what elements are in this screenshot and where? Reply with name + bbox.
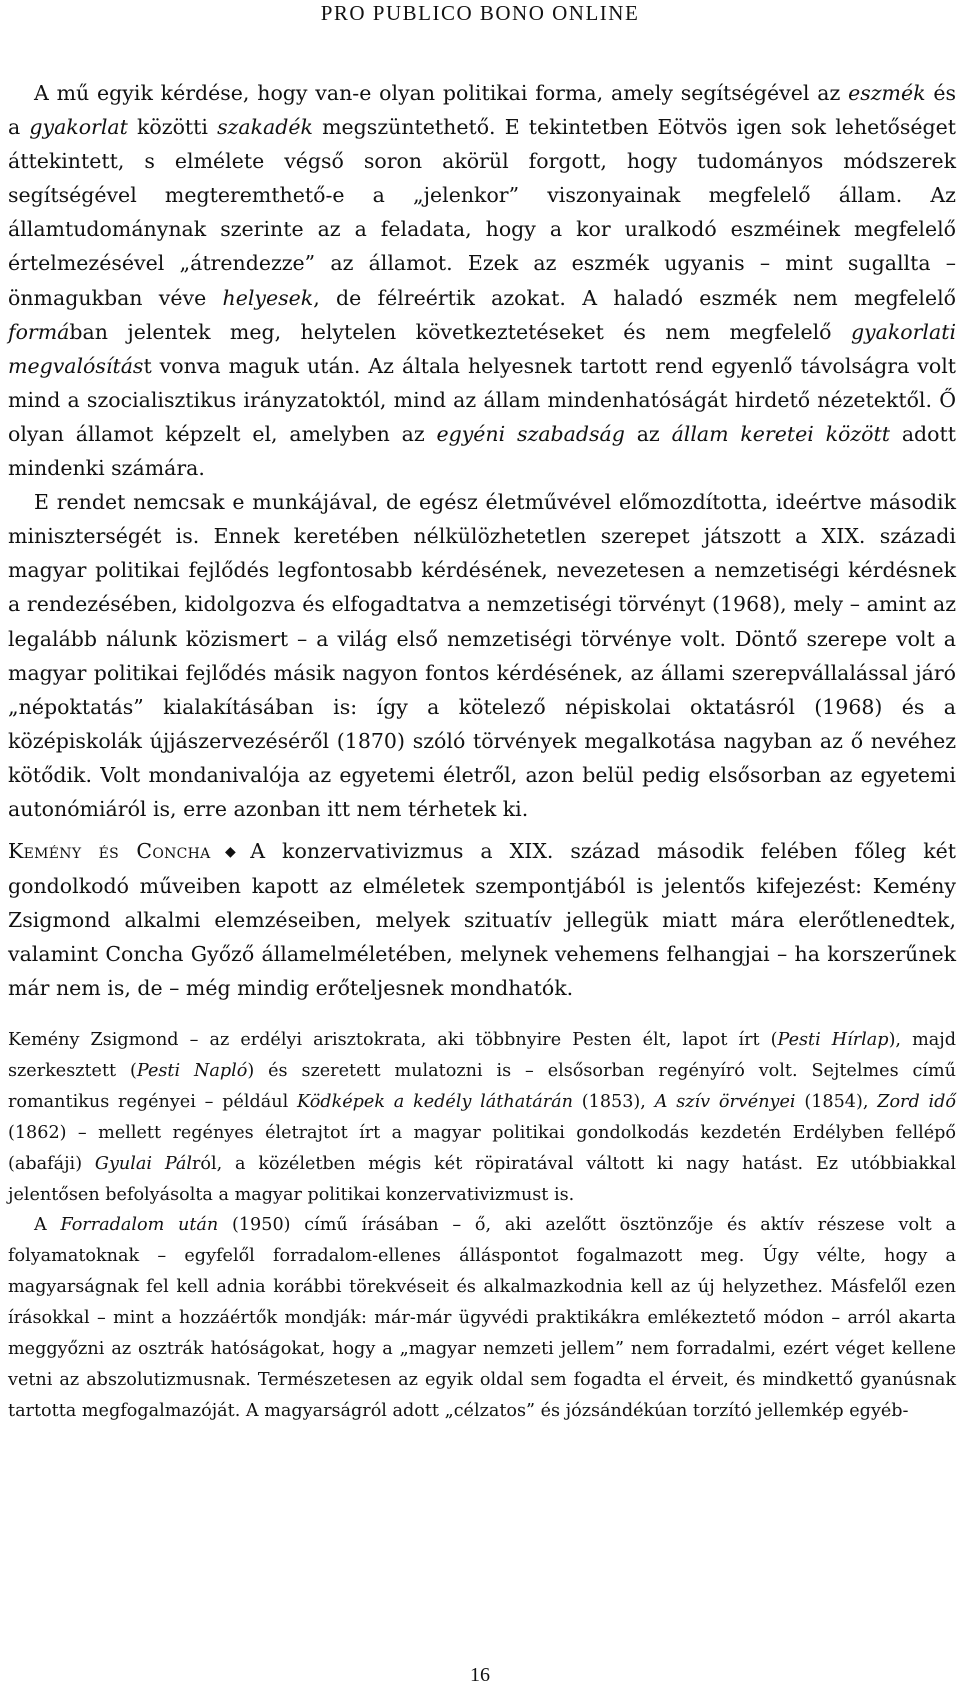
paragraph xyxy=(8,485,956,826)
text-run: közötti xyxy=(127,115,218,140)
italic-text: Pesti Napló xyxy=(136,1060,248,1081)
italic-text: egyéni szabadság xyxy=(436,421,625,446)
text-run: A xyxy=(34,1215,61,1236)
italic-text: Pesti Hírlap xyxy=(777,1030,889,1050)
italic-text: Gyulai Pál xyxy=(94,1153,192,1174)
text-run: ) és szeretett mulatozni is – elsősorban regényíró volt. Sejtelmes című romantikus regényei – például xyxy=(8,1060,956,1112)
text-run: A mű egyik kérdése, hogy van-e olyan politikai forma, amely segítségével az xyxy=(34,81,849,105)
page-number: 16 xyxy=(470,1664,490,1686)
italic-text: gyakorlati megvalósítás xyxy=(8,319,956,378)
main-paragraphs xyxy=(8,76,956,826)
main-text xyxy=(8,76,956,1006)
italic-text: Forradalom után xyxy=(60,1215,219,1236)
small-text xyxy=(8,1025,956,1427)
text-run: és a xyxy=(8,81,956,140)
text-run: adott mindenki számára. xyxy=(8,421,956,481)
text-run: az xyxy=(624,421,672,446)
text-run: ról, a közéletben mégis két röpiratával váltott ki nagy hatást. Ez utóbbiakkal jelentősen befolyásolta a magyar politikai konzervativizmust is. xyxy=(8,1153,956,1205)
text-run: (1853), xyxy=(572,1091,655,1112)
diamond-bullet-icon: ◆ xyxy=(214,844,247,861)
paragraph xyxy=(8,1210,956,1426)
text-run: , de félreértik azokat. A haladó eszmék nem megfelelő xyxy=(313,285,956,310)
running-head: PRO PUBLICO BONO ONLINE xyxy=(320,1,640,25)
italic-text: helyesek xyxy=(222,285,314,310)
italic-text: állam keretei között xyxy=(671,421,890,446)
section-paragraph xyxy=(8,834,956,1005)
small-paragraphs xyxy=(8,1025,956,1427)
text-run: t vonva maguk után. Az általa helyesnek tartott rend egyenlő távolságra volt mind a szocialisztikus irányzatoktól, mind az állam mindenhatóságát hirdető nézetektől. Ő olyan államot képzelt el, amelyben az xyxy=(8,353,956,446)
italic-text: eszmék xyxy=(848,81,926,105)
paragraph xyxy=(8,1025,956,1210)
italic-text: Zord idő xyxy=(877,1091,957,1112)
text-run: ban jelentek meg, helytelen következtetéseket és nem megfelelő xyxy=(69,319,851,344)
text-run: Kemény Zsigmond – az erdélyi arisztokrata, aki többnyire Pesten élt, lapot írt ( xyxy=(8,1030,778,1050)
text-run: megszüntethető. E tekintetben Eötvös igen sok lehetőséget áttekintett, s elmélete végső soron akörül forgott, hogy tudományos módszerek segítségével megteremthető-e a „jelenkor” viszonyainak megfelelő állam. Az államtudománynak szerinte az a feladata, hogy a kor uralkodó eszméinek megfelelő értelmezésével „átrendezze” az államot. Ezek az eszmék ugyanis – mint sugallta – önmagukban véve xyxy=(8,115,956,310)
italic-text: A szív örvényei xyxy=(654,1091,796,1112)
section-text: A konzervativizmus a XIX. század második felében főleg két gondolkodó műveiben kapott az elméletek szempontjából is jelentős kifejezést: Kemény Zsigmond alkalmi elemzéseiben, melyek szituatív jellegük miatt mára elerőtlenedtek, valamint Concha Győző államelméletében, melynek vehemens felhangjai – ha korszerűnek már nem is, de – még mindig erőteljesnek mondhatók. xyxy=(8,839,956,1001)
text-run: (1950) című írásában – ő, aki azelőtt ösztönzője és aktív részese volt a folyamatoknak – egyfelől forradalom-ellenes álláspontot fogalmazott meg. Úgy vélte, hogy a magyarságnak fel kell adnia korábbi törekvéseit és alkalmazkodnia kell az új helyzethez. Másfelől ezen írásokkal – mint a hozzáértők mondják: már-már ügyvédi praktikákra emlékeztető módon – arról akarta meggyőzni az osztrák hatóságokat, hogy a „magyar nemzeti jellem” nem forradalmi, ezért véget kellene vetni az abszolutizmusnak. Természetesen az egyik oldal sem fogadta el érveit, és mindkettő gyanúsnak tartotta megfogalmazóját. A magyarságról adott „célzatos” és józsándékúan torzító jellemkép egyéb- xyxy=(8,1215,956,1421)
text-run: E rendet nemcsak e munkájával, de egész életművével előmozdította, ideértve második miniszterségét is. Ennek keretében nélkülözhetetlen szerepet játszott a XIX. századi magyar politikai fejlődés legfontosabb kérdésének, nevezetesen a nemzetiségi kérdésnek a rendezésében, kidolgozva és elfogadtatva a nemzetiségi törvényt (1968), mely – amint az legalább nálunk közismert – a világ első nemzetiségi törvénye volt. Döntő szerepe volt a magyar politikai fejlődés másik nagyon fontos kérdésének, az állami szerepvállalással járó „népoktatás” kialakításában is: így a kötelező népiskolai oktatásról (1968) és a középiskolák újjászervezéséről (1870) szóló törvények megalkotása nagyban az ő nevéhez kötődik. Volt mondanivalója az egyetemi életről, azon belül pedig elsősorban az egyetemi autonómiáról is, erre azonban itt nem térhetek ki. xyxy=(8,490,956,821)
italic-text: Ködképek a kedély láthatárán xyxy=(297,1091,573,1112)
text-run: (1862) – mellett regényes életrajtot írt a magyar politikai gondolkodás kezdetén Erdélyben fellépő (abafáji) xyxy=(8,1122,956,1174)
text-run: (1854), xyxy=(795,1091,878,1112)
paragraph xyxy=(8,76,956,485)
text-run: ), majd szerkesztett ( xyxy=(8,1030,956,1081)
italic-text: formá xyxy=(8,319,70,344)
italic-text: szakadék xyxy=(217,115,313,140)
italic-text: gyakorlat xyxy=(29,115,128,140)
section-heading: Kemény és Concha xyxy=(8,839,211,864)
